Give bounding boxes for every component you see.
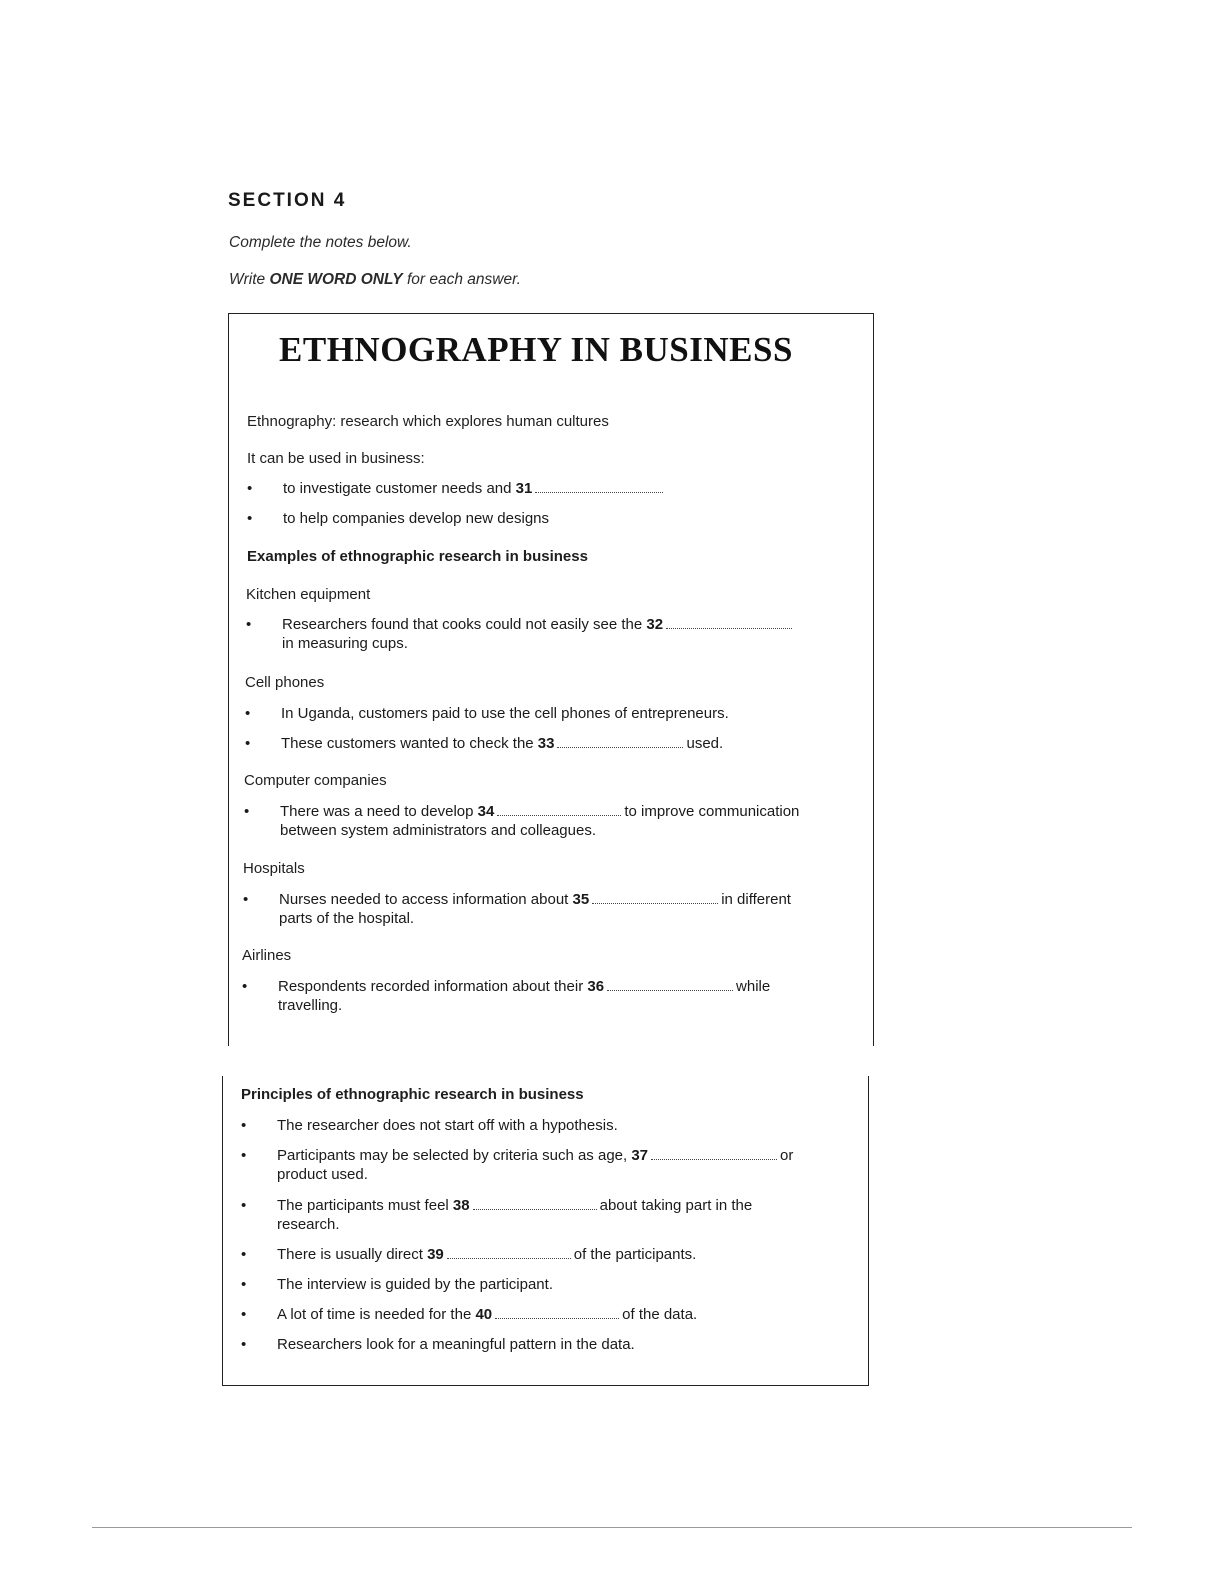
answer-gap-31[interactable] bbox=[535, 480, 663, 493]
answer-gap-32[interactable] bbox=[666, 616, 792, 629]
bullet-text bbox=[282, 615, 795, 634]
question-number-38: 38 bbox=[452, 1197, 470, 1214]
definition-line: Ethnography: research which explores human cultures bbox=[247, 413, 609, 430]
bullet-mark: • bbox=[247, 480, 253, 497]
bullet-text-pre: These customers wanted to check the bbox=[281, 735, 538, 752]
bullet-text-post: of the data. bbox=[622, 1306, 698, 1323]
answer-gap-35[interactable] bbox=[592, 891, 718, 904]
notes-title: ETHNOGRAPHY IN BUSINESS bbox=[279, 330, 793, 369]
notes-box-principles bbox=[222, 1076, 869, 1386]
answer-gap-37[interactable] bbox=[651, 1147, 777, 1160]
answer-gap-36[interactable] bbox=[607, 978, 733, 991]
bullet-mark: • bbox=[245, 705, 251, 722]
bullet-text-pre: Nurses needed to access information about bbox=[279, 891, 573, 908]
bullet-text-continued: parts of the hospital. bbox=[279, 910, 415, 927]
bullet-text-continued: product used. bbox=[277, 1166, 368, 1183]
question-number-39: 39 bbox=[427, 1246, 444, 1263]
bullet-text-post: to improve communication bbox=[624, 803, 800, 820]
bullet-mark: • bbox=[241, 1197, 247, 1214]
bullet-text-pre: Researchers found that cooks could not easily see the bbox=[282, 616, 647, 633]
bullet-text-post: used. bbox=[686, 735, 724, 752]
bullet-mark: • bbox=[241, 1147, 247, 1164]
bullet-mark: • bbox=[244, 803, 250, 820]
bullet-text bbox=[279, 890, 791, 909]
question-number-34: 34 bbox=[477, 803, 495, 820]
examples-heading: Examples of ethnographic research in business bbox=[247, 548, 588, 565]
bullet-mark: • bbox=[241, 1276, 247, 1293]
bullet-text bbox=[277, 1305, 697, 1324]
section-title: SECTION 4 bbox=[228, 190, 347, 211]
question-number-35: 35 bbox=[572, 891, 590, 908]
question-number-40: 40 bbox=[475, 1306, 493, 1323]
notes-box-main bbox=[228, 313, 874, 1046]
bullet-text bbox=[277, 1245, 696, 1264]
answer-gap-33[interactable] bbox=[557, 735, 683, 748]
principles-heading: Principles of ethnographic research in business bbox=[241, 1086, 584, 1103]
subheading-hospitals: Hospitals bbox=[243, 860, 305, 877]
subheading-cell-phones: Cell phones bbox=[245, 674, 325, 691]
bullet-text: to help companies develop new designs bbox=[283, 510, 550, 527]
bullet-mark: • bbox=[245, 735, 251, 752]
bullet-text-pre: There was a need to develop bbox=[280, 803, 478, 820]
instruction-complete-notes: Complete the notes below. bbox=[229, 234, 412, 251]
subheading-kitchen: Kitchen equipment bbox=[246, 586, 371, 603]
bullet-text-post: about taking part in the bbox=[599, 1197, 753, 1214]
instruction-suffix: for each answer. bbox=[402, 271, 521, 288]
bullet-text: The interview is guided by the participant. bbox=[277, 1276, 553, 1293]
answer-gap-34[interactable] bbox=[497, 803, 621, 816]
bullet-text-pre: There is usually direct bbox=[277, 1246, 428, 1263]
bullet-text-pre: A lot of time is needed for the bbox=[277, 1306, 476, 1323]
bullet-text bbox=[277, 1196, 752, 1215]
bullet-text bbox=[280, 802, 799, 821]
bullet-text-continued: travelling. bbox=[278, 997, 343, 1014]
footer-divider bbox=[92, 1527, 1132, 1528]
instruction-prefix: Write bbox=[229, 271, 270, 288]
bullet-mark: • bbox=[243, 891, 249, 908]
bullet-mark: • bbox=[241, 1336, 247, 1353]
bullet-text bbox=[283, 479, 666, 498]
instruction-word-limit bbox=[229, 271, 521, 289]
bullet-text-post: of the participants. bbox=[573, 1246, 697, 1263]
bullet-text-pre: The participants must feel bbox=[277, 1197, 453, 1214]
question-number-31: 31 bbox=[515, 480, 533, 497]
bullet-text-post: while bbox=[736, 978, 771, 995]
intro-line: It can be used in business: bbox=[247, 450, 425, 467]
bullet-text bbox=[278, 977, 770, 996]
subheading-airlines: Airlines bbox=[242, 947, 292, 964]
bullet-text-pre: Participants may be selected by criteria such as age, bbox=[277, 1147, 632, 1164]
bullet-text-pre: to investigate customer needs and bbox=[283, 480, 516, 497]
bullet-text-continued: research. bbox=[277, 1216, 340, 1233]
question-number-37: 37 bbox=[631, 1147, 649, 1164]
bullet-text-pre: Respondents recorded information about their bbox=[278, 978, 588, 995]
bullet-mark: • bbox=[241, 1117, 247, 1134]
bullet-mark: • bbox=[247, 510, 253, 527]
subheading-computer-companies: Computer companies bbox=[244, 772, 387, 789]
bullet-mark: • bbox=[241, 1306, 247, 1323]
answer-gap-39[interactable] bbox=[447, 1246, 571, 1259]
bullet-text bbox=[281, 734, 723, 753]
answer-gap-40[interactable] bbox=[495, 1306, 619, 1319]
bullet-text: In Uganda, customers paid to use the cell phones of entrepreneurs. bbox=[281, 705, 729, 722]
answer-gap-38[interactable] bbox=[473, 1197, 597, 1210]
bullet-text bbox=[277, 1146, 793, 1165]
bullet-mark: • bbox=[246, 616, 252, 633]
bullet-text: Researchers look for a meaningful pattern in the data. bbox=[277, 1336, 635, 1353]
bullet-text-continued: in measuring cups. bbox=[282, 635, 408, 652]
question-number-33: 33 bbox=[537, 735, 555, 752]
bullet-text-post: in different bbox=[721, 891, 791, 908]
instruction-word-limit-emphasis: ONE WORD ONLY bbox=[269, 271, 403, 288]
bullet-text-continued: between system administrators and colleagues. bbox=[280, 822, 596, 839]
bullet-mark: • bbox=[241, 1246, 247, 1263]
bullet-text-post: or bbox=[780, 1147, 794, 1164]
bullet-text: The researcher does not start off with a hypothesis. bbox=[277, 1117, 618, 1134]
question-number-32: 32 bbox=[646, 616, 664, 633]
question-number-36: 36 bbox=[587, 978, 605, 995]
bullet-mark: • bbox=[242, 978, 248, 995]
